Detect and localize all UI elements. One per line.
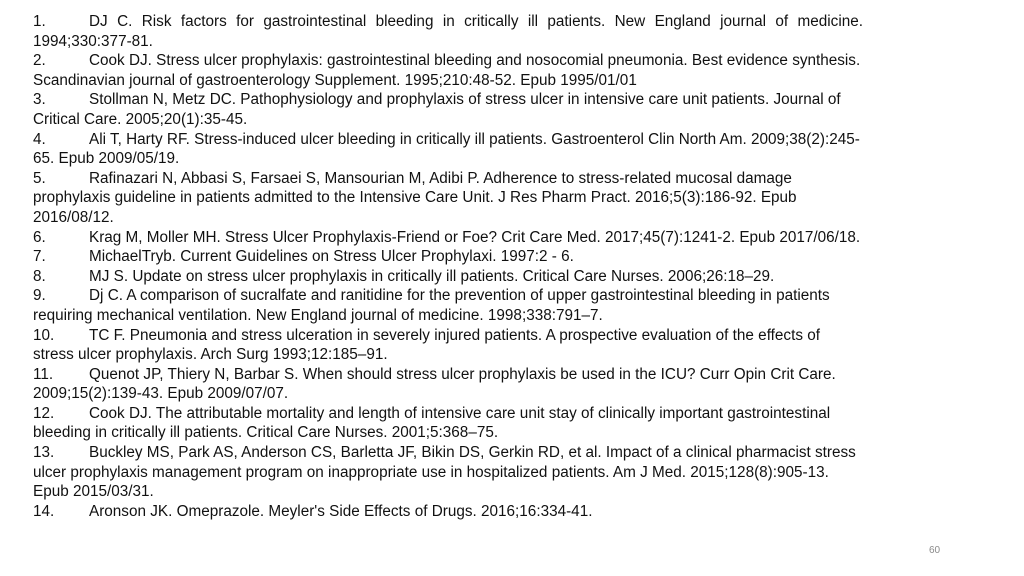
reference-item — [33, 228, 863, 248]
reference-number: 8. — [33, 267, 46, 285]
reference-text: MJ S. Update on stress ulcer prophylaxis in critically ill patients. Critical Care Nurses. 2006;26:18–29. — [89, 267, 775, 285]
reference-number: 9. — [33, 287, 46, 305]
reference-item — [33, 90, 863, 129]
reference-text: Dj C. A comparison of sucralfate and ranitidine for the prevention of upper gastrointestinal bleeding in patients requiring mechanical ventilation. New England journal of medicine. 1998;338:791–7. — [33, 287, 830, 324]
reference-item — [33, 12, 863, 51]
reference-number: 10. — [33, 326, 55, 344]
reference-item — [33, 51, 863, 90]
reference-item — [33, 443, 863, 502]
reference-text: Rafinazari N, Abbasi S, Farsaei S, Mansourian M, Adibi P. Adherence to stress-related mucosal damage prophylaxis guideline in patients admitted to the Intensive Care Unit. J Res Pharm Pract. 2016;5(3):186-92. Epub 2016/08/12. — [33, 169, 797, 226]
reference-number: 14. — [33, 502, 55, 520]
reference-item — [33, 365, 863, 404]
reference-text: Ali T, Harty RF. Stress-induced ulcer bleeding in critically ill patients. Gastroenterol Clin North Am. 2009;38(2):245-65. Epub 2009/05/19. — [33, 130, 860, 168]
reference-item — [33, 130, 863, 169]
reference-text: DJ C. Risk factors for gastrointestinal bleeding in critically ill patients. New England journal of medicine. 1994;330:377-81. — [33, 13, 863, 50]
reference-number: 5. — [33, 169, 46, 187]
reference-text: Cook DJ. The attributable mortality and length of intensive care unit stay of clinically important gastrointestinal bleeding in critically ill patients. Critical Care Nurses. 2001;5:368–75. — [33, 404, 831, 442]
reference-text: Buckley MS, Park AS, Anderson CS, Barletta JF, Bikin DS, Gerkin RD, et al. Impact of a clinical pharmacist stress ulcer prophylaxis management program on inappropriate use in hospitalized patients. Am J Med. 2015;128(8):905-13. Epub 2015/03/31. — [33, 444, 856, 501]
reference-list — [33, 12, 863, 521]
reference-number: 13. — [33, 444, 55, 462]
reference-text: Quenot JP, Thiery N, Barbar S. When should stress ulcer prophylaxis be used in the ICU? Curr Opin Crit Care. 2009;15(2):139-43. Epub 2009/07/07. — [33, 365, 836, 403]
reference-number: 2. — [33, 52, 46, 70]
reference-item — [33, 286, 863, 325]
reference-number: 4. — [33, 130, 46, 148]
reference-number: 3. — [33, 91, 46, 109]
reference-text: Cook DJ. Stress ulcer prophylaxis: gastrointestinal bleeding and nosocomial pneumonia. Best evidence synthesis. Scandinavian journal of gastroenterology Supplement. 1995;210:48-52. Epub 1995/01/01 — [33, 52, 861, 89]
reference-number: 7. — [33, 248, 46, 266]
reference-item — [33, 267, 863, 287]
reference-item — [33, 169, 863, 228]
reference-text: Krag M, Moller MH. Stress Ulcer Prophylaxis-Friend or Foe? Crit Care Med. 2017;45(7):1241-2. Epub 2017/06/18. — [89, 228, 861, 246]
reference-item — [33, 326, 863, 365]
reference-text: TC F. Pneumonia and stress ulceration in severely injured patients. A prospective evaluation of the effects of stress ulcer prophylaxis. Arch Surg 1993;12:185–91. — [33, 326, 820, 364]
reference-number: 12. — [33, 404, 55, 422]
reference-number: 1. — [33, 13, 46, 30]
page-number: 60 — [929, 545, 941, 556]
reference-item — [33, 404, 863, 443]
reference-number: 11. — [33, 365, 54, 383]
reference-text: Aronson JK. Omeprazole. Meyler's Side Effects of Drugs. 2016;16:334-41. — [89, 502, 593, 520]
reference-item — [33, 247, 863, 267]
reference-number: 6. — [33, 228, 46, 246]
reference-item — [33, 502, 863, 522]
reference-text: MichaelTryb. Current Guidelines on Stress Ulcer Prophylaxi. 1997:2 - 6. — [89, 248, 574, 266]
reference-text: Stollman N, Metz DC. Pathophysiology and prophylaxis of stress ulcer in intensive care unit patients. Journal of Critical Care. 2005;20(1):35-45. — [33, 91, 841, 128]
